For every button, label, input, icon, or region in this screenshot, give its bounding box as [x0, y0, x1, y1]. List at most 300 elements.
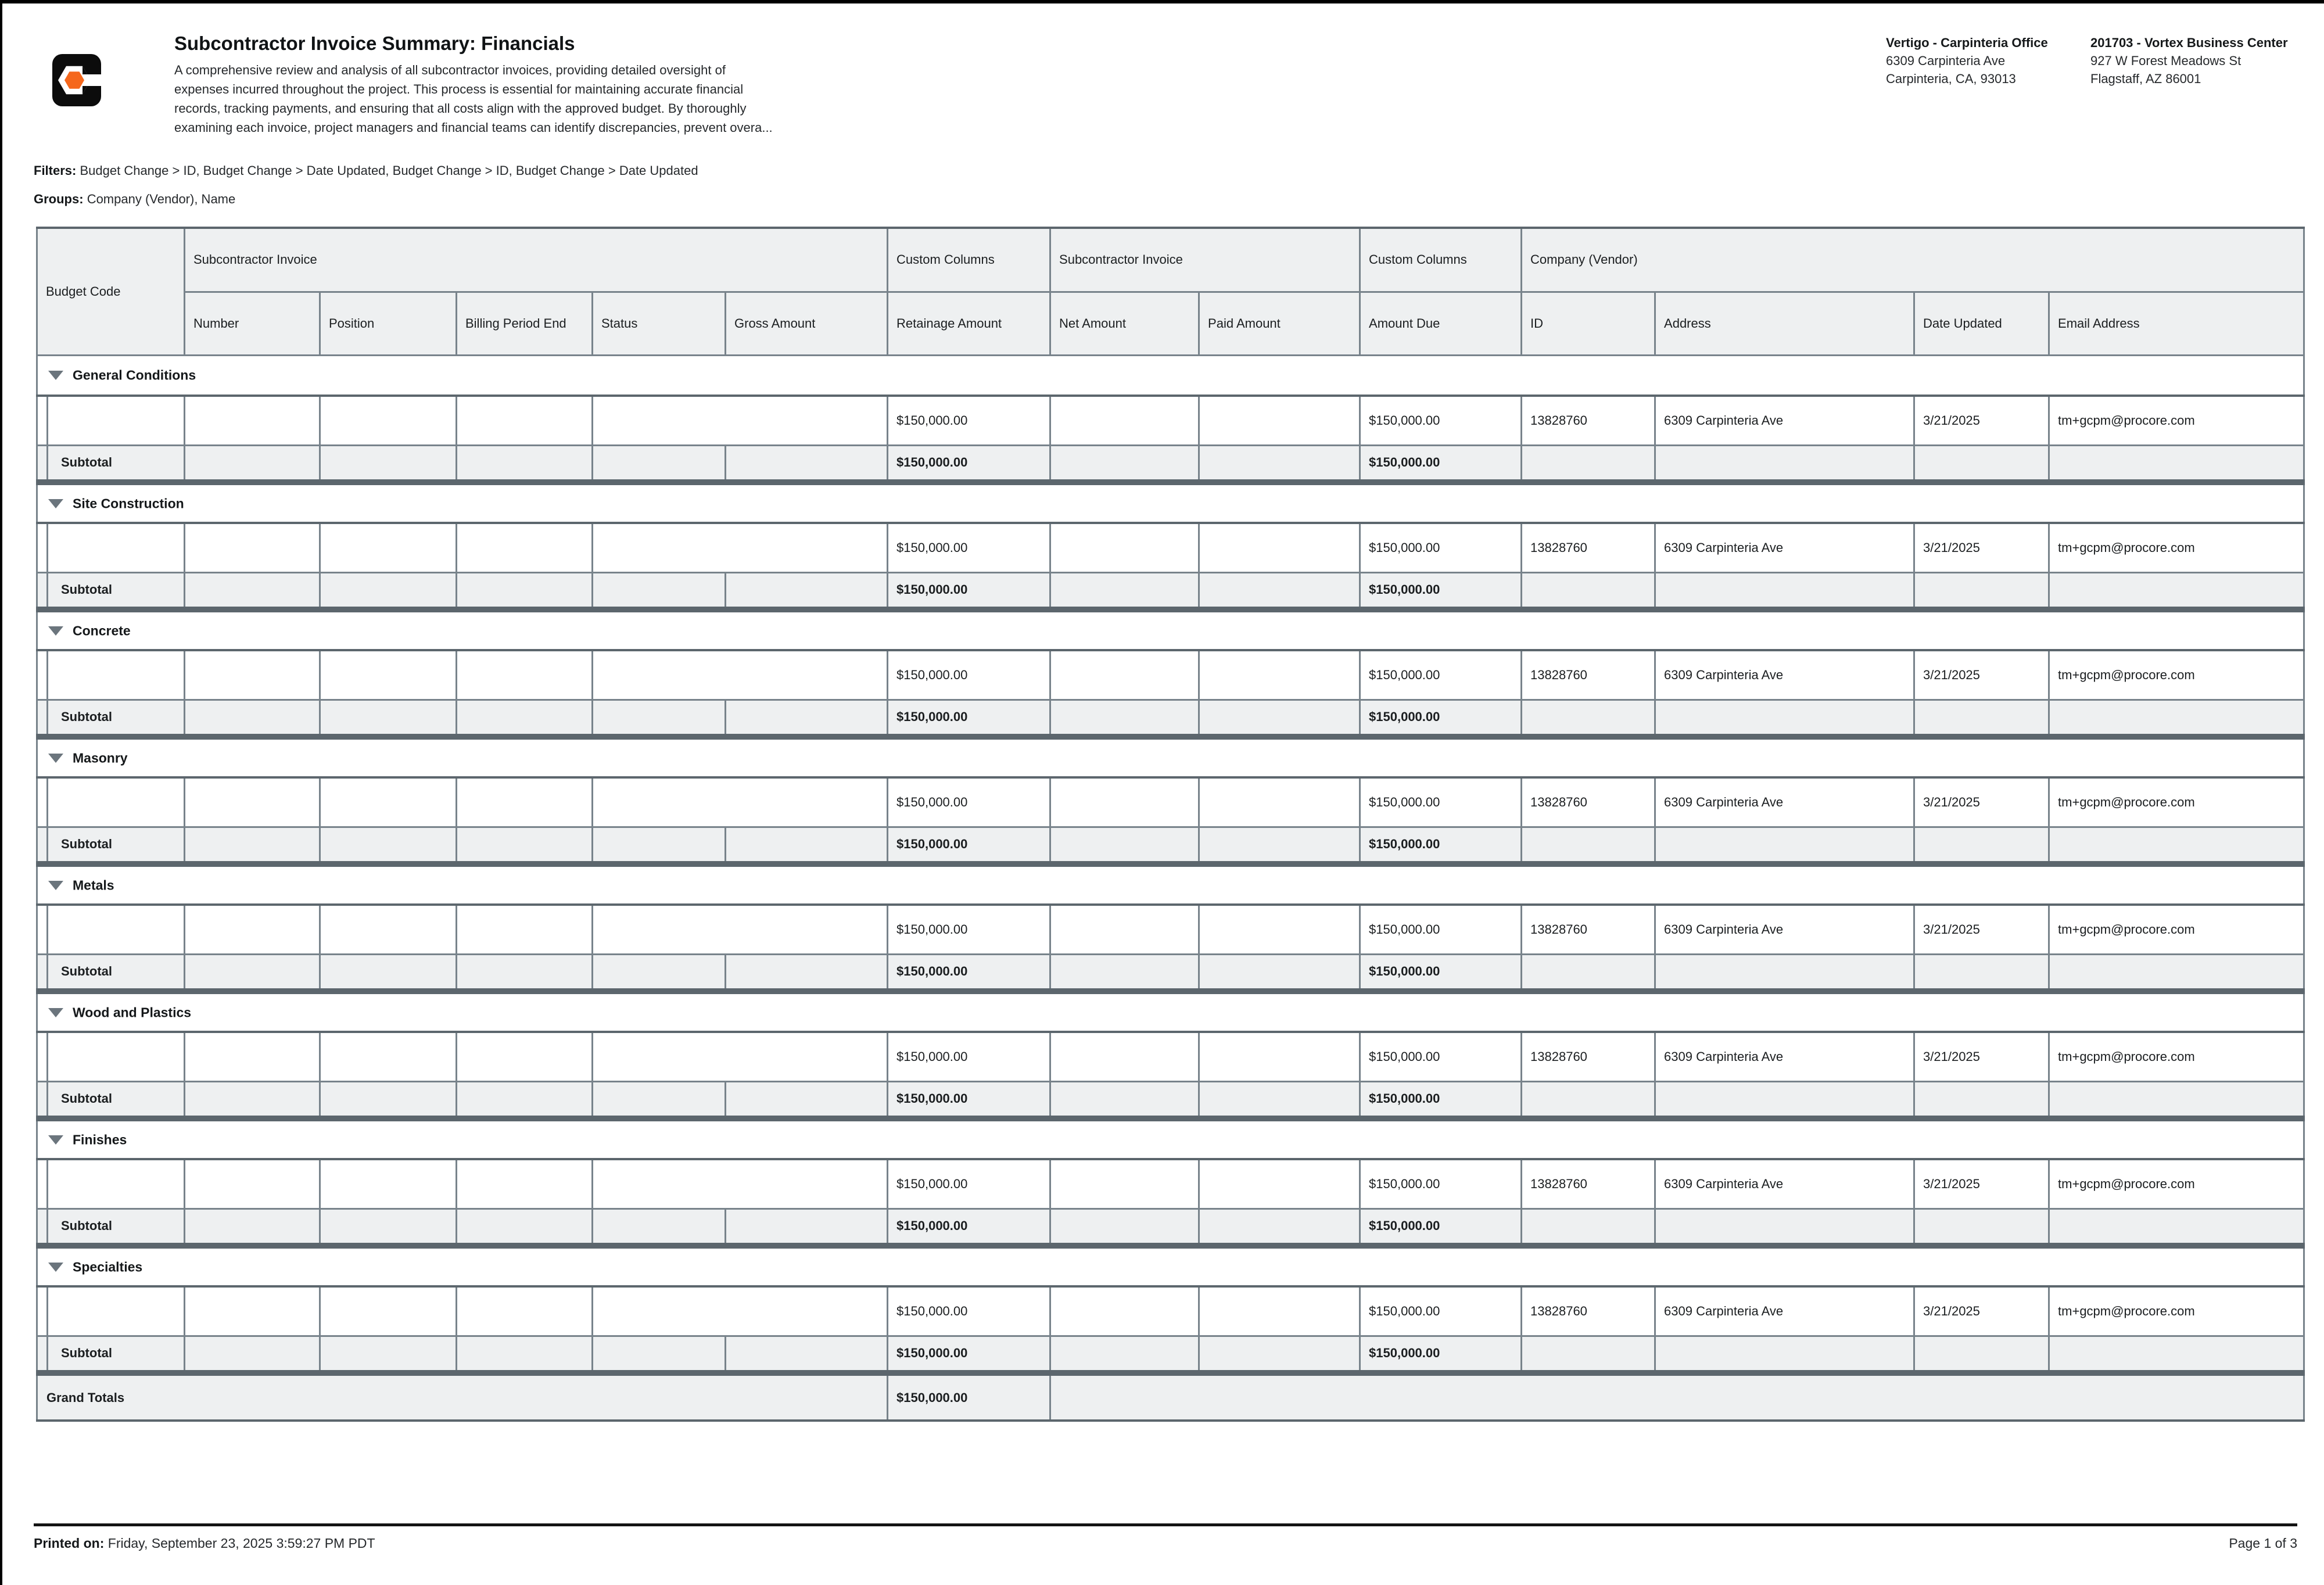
- billing-period-end-cell: [457, 1209, 593, 1246]
- indent-cell: [37, 700, 48, 737]
- group-header-cell: [37, 864, 2304, 905]
- vendor-id-cell: 13828760: [1522, 905, 1655, 954]
- gross-amount-cell: [726, 700, 888, 737]
- subtotal-retainage-cell: $150,000.00: [888, 1336, 1050, 1373]
- date-updated-cell: 3/21/2025: [1914, 523, 2049, 572]
- vendor-address-cell: [1655, 700, 1914, 737]
- date-updated-cell: [1914, 827, 2049, 864]
- invoice-data-row: [37, 523, 2304, 572]
- paid-amount-cell: [1199, 572, 1360, 609]
- filters-summary: [34, 163, 698, 178]
- group-title: General Conditions: [73, 367, 196, 383]
- budget-code-cell: [48, 396, 185, 445]
- position-cell: [320, 954, 457, 991]
- column-header-gross-amount: Gross Amount: [726, 292, 888, 355]
- vendor-address-cell: 6309 Carpinteria Ave: [1655, 905, 1914, 954]
- report-description-line: records, tracking payments, and ensuring that all costs align with the approved budget. By thoroughly: [174, 101, 747, 116]
- paid-amount-cell: [1199, 700, 1360, 737]
- subtotal-amount-due-cell: $150,000.00: [1360, 700, 1522, 737]
- position-cell: [320, 1159, 457, 1209]
- collapse-triangle-icon[interactable]: [48, 754, 63, 763]
- column-header-net-amount: Net Amount: [1050, 292, 1199, 355]
- subtotal-row: [37, 1336, 2304, 1373]
- net-amount-cell: [1050, 1336, 1199, 1373]
- paid-amount-cell: [1199, 777, 1360, 827]
- collapse-triangle-icon[interactable]: [48, 371, 63, 380]
- net-amount-cell: [1050, 650, 1199, 700]
- indent-cell: [37, 827, 48, 864]
- group-header-row: [37, 355, 2304, 396]
- gross-amount-cell: [726, 954, 888, 991]
- status-cell: [593, 445, 726, 482]
- company-name: Vertigo - Carpinteria Office: [1886, 35, 2048, 50]
- vendor-id-cell: 13828760: [1522, 396, 1655, 445]
- vendor-address-cell: [1655, 1336, 1914, 1373]
- vendor-address-cell: [1655, 827, 1914, 864]
- vendor-id-cell: [1522, 1081, 1655, 1118]
- status-cell: [593, 700, 726, 737]
- email-address-cell: [2049, 1336, 2304, 1373]
- number-cell: [185, 523, 320, 572]
- net-amount-cell: [1050, 827, 1199, 864]
- indent-cell: [37, 572, 48, 609]
- project-address-line: 927 W Forest Meadows St: [2090, 53, 2241, 68]
- date-updated-cell: 3/21/2025: [1914, 1032, 2049, 1081]
- retainage-amount-cell: $150,000.00: [888, 1159, 1050, 1209]
- net-amount-cell: [1050, 777, 1199, 827]
- invoice-data-row: [37, 1032, 2304, 1081]
- group-title: Wood and Plastics: [73, 1005, 192, 1020]
- column-header-billing-period-end: Billing Period End: [457, 292, 593, 355]
- paid-amount-cell: [1199, 650, 1360, 700]
- indent-cell: [37, 1286, 48, 1336]
- subtotal-row: [37, 954, 2304, 991]
- collapse-triangle-icon[interactable]: [48, 881, 63, 890]
- group-header-row: [37, 1246, 2304, 1286]
- billing-period-end-cell: [457, 523, 593, 572]
- vendor-address-cell: 6309 Carpinteria Ave: [1655, 1159, 1914, 1209]
- subtotal-amount-due-cell: $150,000.00: [1360, 572, 1522, 609]
- date-updated-cell: [1914, 1336, 2049, 1373]
- paid-amount-cell: [1199, 523, 1360, 572]
- vendor-id-cell: [1522, 827, 1655, 864]
- invoice-data-row: [37, 650, 2304, 700]
- budget-code-cell: [48, 1159, 185, 1209]
- subtotal-label-cell: Subtotal: [48, 1081, 185, 1118]
- net-amount-cell: [1050, 1081, 1199, 1118]
- email-address-cell: tm+gcpm@procore.com: [2049, 1286, 2304, 1336]
- column-header-budget-code: Budget Code: [37, 228, 185, 355]
- net-amount-cell: [1050, 1286, 1199, 1336]
- email-address-cell: [2049, 445, 2304, 482]
- retainage-amount-cell: $150,000.00: [888, 650, 1050, 700]
- subtotal-row: [37, 1081, 2304, 1118]
- subtotal-retainage-cell: $150,000.00: [888, 954, 1050, 991]
- billing-period-end-cell: [457, 572, 593, 609]
- net-amount-cell: [1050, 523, 1199, 572]
- vendor-address-cell: 6309 Carpinteria Ave: [1655, 1286, 1914, 1336]
- budget-code-cell: [48, 777, 185, 827]
- subtotal-label-cell: Subtotal: [48, 1336, 185, 1373]
- subtotal-amount-due-cell: $150,000.00: [1360, 445, 1522, 482]
- subtotal-amount-due-cell: $150,000.00: [1360, 827, 1522, 864]
- column-header-position: Position: [320, 292, 457, 355]
- number-cell: [185, 650, 320, 700]
- position-cell: [320, 1032, 457, 1081]
- page-indicator: Page 1 of 3: [2229, 1536, 2297, 1551]
- paid-amount-cell: [1199, 445, 1360, 482]
- vendor-id-cell: 13828760: [1522, 777, 1655, 827]
- vendor-address-cell: 6309 Carpinteria Ave: [1655, 396, 1914, 445]
- vendor-id-cell: [1522, 954, 1655, 991]
- date-updated-cell: [1914, 1209, 2049, 1246]
- number-cell: [185, 905, 320, 954]
- subtotal-row: [37, 700, 2304, 737]
- billing-period-end-cell: [457, 954, 593, 991]
- date-updated-cell: [1914, 954, 2049, 991]
- indent-cell: [37, 445, 48, 482]
- billing-period-end-cell: [457, 1336, 593, 1373]
- email-address-cell: [2049, 700, 2304, 737]
- billing-period-end-cell: [457, 650, 593, 700]
- group-header-row: [37, 737, 2304, 777]
- subtotal-row: [37, 445, 2304, 482]
- number-cell: [185, 1286, 320, 1336]
- email-address-cell: tm+gcpm@procore.com: [2049, 523, 2304, 572]
- amount-due-cell: $150,000.00: [1360, 650, 1522, 700]
- group-header-row: [37, 864, 2304, 905]
- invoice-summary-table: [36, 227, 2305, 1422]
- group-header-row: [37, 1118, 2304, 1159]
- column-header-amount-due: Amount Due: [1360, 292, 1522, 355]
- header-group-custom-columns: Custom Columns: [1360, 228, 1522, 292]
- amount-due-cell: $150,000.00: [1360, 1159, 1522, 1209]
- number-cell: [185, 1081, 320, 1118]
- net-amount-cell: [1050, 700, 1199, 737]
- net-amount-cell: [1050, 1159, 1199, 1209]
- subtotal-amount-due-cell: $150,000.00: [1360, 1336, 1522, 1373]
- groups-value: Company (Vendor), Name: [87, 192, 236, 206]
- net-amount-cell: [1050, 572, 1199, 609]
- paid-amount-cell: [1199, 1081, 1360, 1118]
- number-cell: [185, 572, 320, 609]
- position-cell: [320, 396, 457, 445]
- indent-cell: [37, 1159, 48, 1209]
- header-group-custom-columns: Custom Columns: [888, 228, 1050, 292]
- retainage-amount-cell: $150,000.00: [888, 523, 1050, 572]
- net-amount-cell: [1050, 954, 1199, 991]
- vendor-id-cell: 13828760: [1522, 1286, 1655, 1336]
- column-header-number: Number: [185, 292, 320, 355]
- indent-cell: [37, 905, 48, 954]
- status-gross-cell: [593, 523, 888, 572]
- position-cell: [320, 700, 457, 737]
- vendor-id-cell: [1522, 1336, 1655, 1373]
- project-address-block: [2090, 34, 2288, 88]
- vendor-address-cell: [1655, 1209, 1914, 1246]
- position-cell: [320, 1209, 457, 1246]
- budget-code-cell: [48, 1032, 185, 1081]
- vendor-id-cell: 13828760: [1522, 1032, 1655, 1081]
- date-updated-cell: 3/21/2025: [1914, 1159, 2049, 1209]
- paid-amount-cell: [1199, 1336, 1360, 1373]
- budget-code-cell: [48, 1286, 185, 1336]
- date-updated-cell: [1914, 445, 2049, 482]
- email-address-cell: [2049, 572, 2304, 609]
- status-cell: [593, 1081, 726, 1118]
- company-address-line: 6309 Carpinteria Ave: [1886, 53, 2006, 68]
- date-updated-cell: 3/21/2025: [1914, 1286, 2049, 1336]
- net-amount-cell: [1050, 396, 1199, 445]
- email-address-cell: tm+gcpm@procore.com: [2049, 396, 2304, 445]
- company-address-block: [1886, 34, 2048, 88]
- retainage-amount-cell: $150,000.00: [888, 396, 1050, 445]
- subtotal-amount-due-cell: $150,000.00: [1360, 954, 1522, 991]
- filters-label: Filters:: [34, 163, 77, 178]
- billing-period-end-cell: [457, 396, 593, 445]
- window-left-edge: [0, 0, 2, 1585]
- billing-period-end-cell: [457, 1286, 593, 1336]
- window-top-edge: [0, 0, 2324, 3]
- column-header-paid-amount: Paid Amount: [1199, 292, 1360, 355]
- vendor-address-cell: [1655, 1081, 1914, 1118]
- group-header-cell: [37, 482, 2304, 523]
- amount-due-cell: $150,000.00: [1360, 523, 1522, 572]
- grand-totals-spacer-cell: [1050, 1373, 2304, 1421]
- status-cell: [593, 1209, 726, 1246]
- indent-cell: [37, 396, 48, 445]
- header-group-subcontractor-invoice: Subcontractor Invoice: [1050, 228, 1360, 292]
- group-header-row: [37, 991, 2304, 1032]
- net-amount-cell: [1050, 905, 1199, 954]
- net-amount-cell: [1050, 445, 1199, 482]
- position-cell: [320, 523, 457, 572]
- indent-cell: [37, 1081, 48, 1118]
- vendor-address-cell: 6309 Carpinteria Ave: [1655, 777, 1914, 827]
- project-name: 201703 - Vortex Business Center: [2090, 35, 2288, 50]
- invoice-data-row: [37, 1286, 2304, 1336]
- report-description: [174, 60, 773, 137]
- indent-cell: [37, 777, 48, 827]
- number-cell: [185, 1159, 320, 1209]
- invoice-data-row: [37, 905, 2304, 954]
- group-header-row: [37, 482, 2304, 523]
- group-title: Masonry: [73, 750, 128, 766]
- vendor-id-cell: [1522, 572, 1655, 609]
- position-cell: [320, 650, 457, 700]
- number-cell: [185, 827, 320, 864]
- groups-summary: [34, 192, 235, 207]
- budget-code-cell: [48, 905, 185, 954]
- vendor-address-cell: [1655, 445, 1914, 482]
- status-gross-cell: [593, 1159, 888, 1209]
- status-gross-cell: [593, 650, 888, 700]
- position-cell: [320, 572, 457, 609]
- net-amount-cell: [1050, 1032, 1199, 1081]
- status-cell: [593, 1336, 726, 1373]
- billing-period-end-cell: [457, 905, 593, 954]
- vendor-id-cell: 13828760: [1522, 650, 1655, 700]
- subtotal-label-cell: Subtotal: [48, 954, 185, 991]
- retainage-amount-cell: $150,000.00: [888, 1286, 1050, 1336]
- page-title: Subcontractor Invoice Summary: Financials: [174, 33, 575, 54]
- subtotal-label-cell: Subtotal: [48, 827, 185, 864]
- billing-period-end-cell: [457, 1081, 593, 1118]
- collapse-triangle-icon[interactable]: [48, 626, 63, 636]
- number-cell: [185, 1336, 320, 1373]
- group-title: Finishes: [73, 1132, 127, 1147]
- vendor-address-cell: 6309 Carpinteria Ave: [1655, 1032, 1914, 1081]
- date-updated-cell: 3/21/2025: [1914, 777, 2049, 827]
- paid-amount-cell: [1199, 954, 1360, 991]
- email-address-cell: tm+gcpm@procore.com: [2049, 1032, 2304, 1081]
- email-address-cell: [2049, 1081, 2304, 1118]
- date-updated-cell: 3/21/2025: [1914, 650, 2049, 700]
- position-cell: [320, 1336, 457, 1373]
- amount-due-cell: $150,000.00: [1360, 777, 1522, 827]
- group-title: Metals: [73, 877, 114, 893]
- group-title: Specialties: [73, 1259, 143, 1275]
- number-cell: [185, 1209, 320, 1246]
- vendor-id-cell: [1522, 700, 1655, 737]
- subtotal-row: [37, 1209, 2304, 1246]
- groups-label: Groups:: [34, 192, 84, 206]
- indent-cell: [37, 1336, 48, 1373]
- status-gross-cell: [593, 905, 888, 954]
- net-amount-cell: [1050, 1209, 1199, 1246]
- column-header-date-updated: Date Updated: [1914, 292, 2049, 355]
- billing-period-end-cell: [457, 1159, 593, 1209]
- report-description-line: expenses incurred throughout the project. This process is essential for maintaining accurate financial: [174, 82, 744, 96]
- header-group-subcontractor-invoice: Subcontractor Invoice: [185, 228, 888, 292]
- vendor-address-cell: 6309 Carpinteria Ave: [1655, 523, 1914, 572]
- group-header-cell: [37, 991, 2304, 1032]
- vendor-address-cell: 6309 Carpinteria Ave: [1655, 650, 1914, 700]
- billing-period-end-cell: [457, 777, 593, 827]
- vendor-address-cell: [1655, 954, 1914, 991]
- report-description-line: examining each invoice, project managers and financial teams can identify discrepancies, prevent overa...: [174, 120, 773, 135]
- date-updated-cell: [1914, 1081, 2049, 1118]
- subtotal-label-cell: Subtotal: [48, 572, 185, 609]
- status-gross-cell: [593, 1286, 888, 1336]
- status-cell: [593, 572, 726, 609]
- report-description-line: A comprehensive review and analysis of all subcontractor invoices, providing detailed oversight of: [174, 63, 726, 77]
- number-cell: [185, 445, 320, 482]
- subtotal-label-cell: Subtotal: [48, 1209, 185, 1246]
- company-address-line: Carpinteria, CA, 93013: [1886, 71, 2016, 86]
- procore-logo-icon: [52, 54, 101, 106]
- email-address-cell: tm+gcpm@procore.com: [2049, 1159, 2304, 1209]
- subtotal-retainage-cell: $150,000.00: [888, 827, 1050, 864]
- billing-period-end-cell: [457, 1032, 593, 1081]
- printed-on-label: Printed on:: [34, 1536, 105, 1551]
- collapse-triangle-icon[interactable]: [48, 1008, 63, 1017]
- position-cell: [320, 905, 457, 954]
- status-gross-cell: [593, 777, 888, 827]
- vendor-id-cell: 13828760: [1522, 523, 1655, 572]
- invoice-data-row: [37, 777, 2304, 827]
- paid-amount-cell: [1199, 1286, 1360, 1336]
- billing-period-end-cell: [457, 827, 593, 864]
- position-cell: [320, 1286, 457, 1336]
- group-title: Concrete: [73, 623, 131, 639]
- subtotal-row: [37, 827, 2304, 864]
- amount-due-cell: $150,000.00: [1360, 1032, 1522, 1081]
- position-cell: [320, 445, 457, 482]
- gross-amount-cell: [726, 572, 888, 609]
- printed-on-value: Friday, September 23, 2025 3:59:27 PM PDT: [107, 1536, 375, 1551]
- group-title: Site Construction: [73, 496, 184, 511]
- amount-due-cell: $150,000.00: [1360, 905, 1522, 954]
- date-updated-cell: 3/21/2025: [1914, 905, 2049, 954]
- email-address-cell: [2049, 827, 2304, 864]
- group-header-cell: [37, 737, 2304, 777]
- subtotal-retainage-cell: $150,000.00: [888, 572, 1050, 609]
- group-header-row: [37, 609, 2304, 650]
- footer-divider: [34, 1523, 2297, 1526]
- number-cell: [185, 700, 320, 737]
- email-address-cell: tm+gcpm@procore.com: [2049, 777, 2304, 827]
- paid-amount-cell: [1199, 1209, 1360, 1246]
- subtotal-row: [37, 572, 2304, 609]
- date-updated-cell: [1914, 700, 2049, 737]
- gross-amount-cell: [726, 1081, 888, 1118]
- paid-amount-cell: [1199, 396, 1360, 445]
- column-header-email-address: Email Address: [2049, 292, 2304, 355]
- number-cell: [185, 954, 320, 991]
- collapse-triangle-icon[interactable]: [48, 1263, 63, 1272]
- email-address-cell: tm+gcpm@procore.com: [2049, 650, 2304, 700]
- email-address-cell: [2049, 954, 2304, 991]
- gross-amount-cell: [726, 827, 888, 864]
- indent-cell: [37, 523, 48, 572]
- position-cell: [320, 1081, 457, 1118]
- project-address-line: Flagstaff, AZ 86001: [2090, 71, 2201, 86]
- vendor-address-cell: [1655, 572, 1914, 609]
- filters-value: Budget Change > ID, Budget Change > Date Updated, Budget Change > ID, Budget Change > Date Updated: [80, 163, 698, 178]
- grand-totals-retainage-cell: $150,000.00: [888, 1373, 1050, 1421]
- grand-totals-label-cell: Grand Totals: [37, 1373, 888, 1421]
- invoice-data-row: [37, 1159, 2304, 1209]
- header-group-company-vendor: Company (Vendor): [1522, 228, 2304, 292]
- gross-amount-cell: [726, 1209, 888, 1246]
- number-cell: [185, 396, 320, 445]
- paid-amount-cell: [1199, 1159, 1360, 1209]
- number-cell: [185, 1032, 320, 1081]
- indent-cell: [37, 650, 48, 700]
- budget-code-cell: [48, 650, 185, 700]
- retainage-amount-cell: $150,000.00: [888, 777, 1050, 827]
- group-header-cell: [37, 1246, 2304, 1286]
- collapse-triangle-icon[interactable]: [48, 1135, 63, 1145]
- column-header-retainage-amount: Retainage Amount: [888, 292, 1050, 355]
- amount-due-cell: $150,000.00: [1360, 1286, 1522, 1336]
- collapse-triangle-icon[interactable]: [48, 499, 63, 508]
- group-header-cell: [37, 609, 2304, 650]
- column-header-address: Address: [1655, 292, 1914, 355]
- retainage-amount-cell: $150,000.00: [888, 905, 1050, 954]
- position-cell: [320, 777, 457, 827]
- vendor-id-cell: 13828760: [1522, 1159, 1655, 1209]
- status-cell: [593, 827, 726, 864]
- column-header-id: ID: [1522, 292, 1655, 355]
- invoice-data-row: [37, 396, 2304, 445]
- email-address-cell: tm+gcpm@procore.com: [2049, 905, 2304, 954]
- vendor-id-cell: [1522, 445, 1655, 482]
- paid-amount-cell: [1199, 827, 1360, 864]
- subtotal-retainage-cell: $150,000.00: [888, 700, 1050, 737]
- gross-amount-cell: [726, 1336, 888, 1373]
